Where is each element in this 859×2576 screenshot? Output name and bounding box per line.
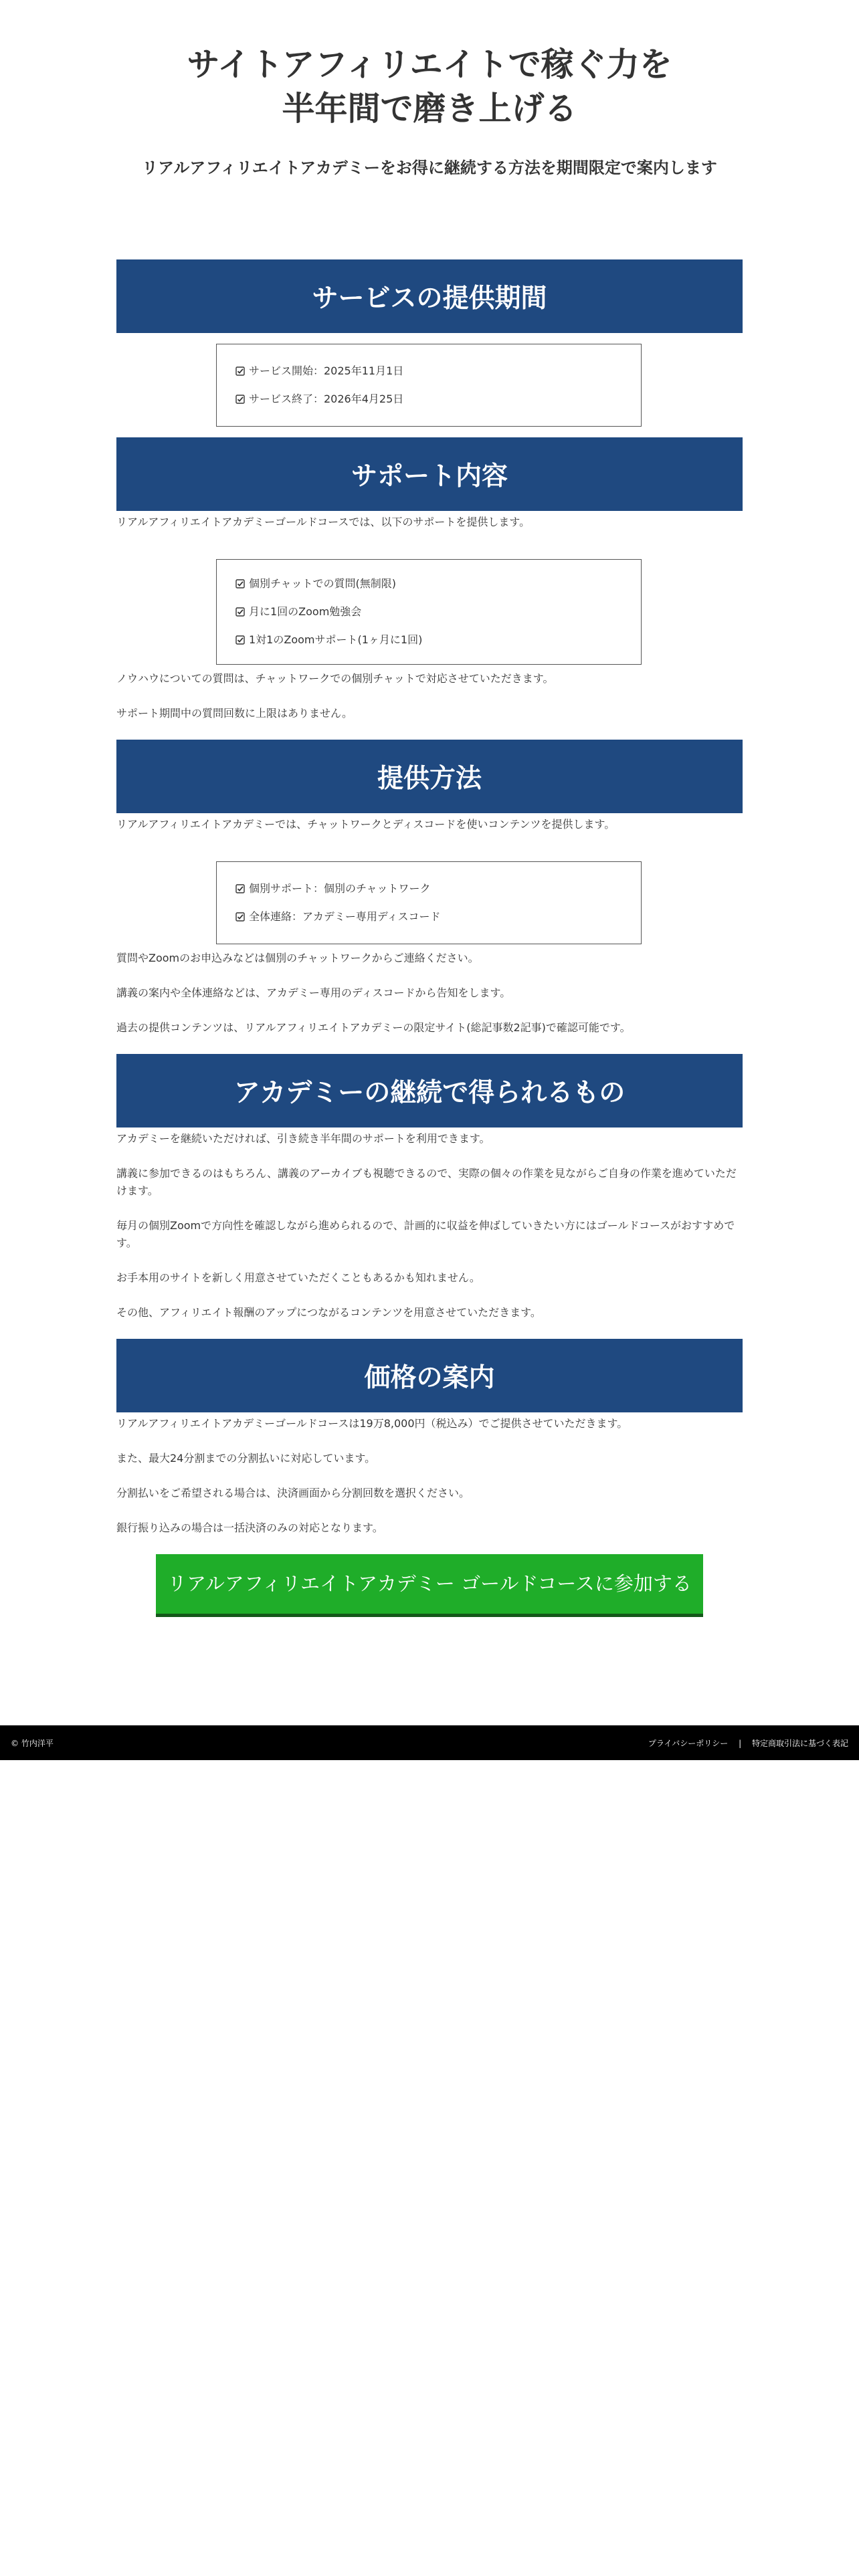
price-paragraph: また、最大24分割までの分割払いに対応しています。 [116, 1452, 376, 1465]
section-heading-price: 価格の案内 [116, 1339, 743, 1412]
list-item [235, 605, 622, 619]
method-list-box [216, 861, 642, 944]
benefits-paragraph: アカデミーを継続いただければ、引き続き半年間のサポートを利用できます。 [116, 1132, 490, 1145]
list-item-label: サービス終了：2026年4月25日 [249, 393, 404, 405]
support-intro: リアルアフィリエイトアカデミーゴールドコースでは、以下のサポートを提供します。 [116, 516, 531, 528]
section-period [116, 259, 743, 427]
benefits-paragraph: その他、アフィリエイト報酬のアップにつながるコンテンツを用意させていただきます。 [116, 1306, 541, 1319]
privacy-policy-link[interactable]: プライバシーポリシー [648, 1739, 729, 1748]
list-item-label: 個別サポート：個別のチャットワーク [249, 882, 431, 895]
page-subtitle: リアルアフィリエイトアカデミーをお得に継続する方法を期間限定で案内します [142, 158, 717, 177]
hero [0, 0, 859, 179]
method-paragraph: 質問やZoomのお申込みなどは個別のチャットワークからご連絡ください。 [116, 952, 479, 964]
section-heading-period: サービスの提供期間 [116, 259, 743, 333]
check-square-icon [235, 366, 245, 376]
legal-notice-link[interactable]: 特定商取引法に基づく表記 [751, 1739, 848, 1748]
list-item-label: 全体連絡：アカデミー専用ディスコード [249, 910, 441, 923]
method-paragraph: 過去の提供コンテンツは、リアルアフィリエイトアカデミーの限定サイト(総記事数2記事)で確認可能です。 [116, 1021, 631, 1034]
main-content [116, 259, 743, 1617]
page-title-line-1: サイトアフィリエイトで稼ぐ力を [187, 45, 672, 84]
list-item [235, 364, 622, 378]
list-item-label: サービス開始：2025年11月1日 [249, 364, 404, 377]
check-square-icon [235, 884, 245, 893]
benefits-paragraph: お手本用のサイトを新しく用意させていただくこともあるかも知れません。 [116, 1271, 480, 1284]
page-title-line-2: 半年間で磨き上げる [282, 90, 577, 128]
join-gold-course-button[interactable]: リアルアフィリエイトアカデミー ゴールドコースに参加する [156, 1554, 703, 1617]
list-item [235, 393, 622, 406]
check-square-icon [235, 607, 245, 617]
price-paragraph: 分割払いをご希望される場合は、決済画面から分割回数を選択ください。 [116, 1487, 470, 1499]
period-list-box [216, 344, 642, 427]
price-paragraph: リアルアフィリエイトアカデミーゴールドコースは19万8,000円（税込み）でご提供させていただきます。 [116, 1417, 628, 1430]
section-heading-support: サポート内容 [116, 437, 743, 511]
check-square-icon [235, 395, 245, 404]
method-intro: リアルアフィリエイトアカデミーでは、チャットワークとディスコードを使いコンテンツを提供します。 [116, 818, 615, 831]
section-price [116, 1339, 743, 1537]
benefits-paragraph: 毎月の個別Zoomで方向性を確認しながら進められるので、計画的に収益を伸ばしていきたい方にはゴールドコースがおすすめです。 [116, 1219, 735, 1249]
support-paragraph: サポート期間中の質問回数に上限はありません。 [116, 707, 353, 720]
price-paragraph: 銀行振り込みの場合は一括決済のみの対応となります。 [116, 1521, 383, 1534]
footer [0, 1725, 859, 1760]
footer-copyright: © 竹内洋平 [11, 1739, 54, 1748]
page-title [0, 43, 859, 131]
benefits-paragraph: 講義に参加できるのはもちろん、講義のアーカイブも視聴できるので、実際の個々の作業を見ながらご自身の作業を進めていただけます。 [116, 1167, 737, 1197]
section-benefits [116, 1054, 743, 1321]
list-item [235, 882, 622, 895]
section-support [116, 437, 743, 722]
section-heading-method: 提供方法 [116, 740, 743, 813]
list-item-label: 1対1のZoomサポート(1ヶ月に1回) [249, 633, 423, 646]
list-item [235, 910, 622, 924]
section-heading-benefits: アカデミーの継続で得られるもの [116, 1054, 743, 1128]
list-item [235, 633, 622, 647]
support-paragraph: ノウハウについての質問は、チャットワークでの個別チャットで対応させていただきます。 [116, 672, 554, 685]
check-square-icon [235, 912, 245, 922]
list-item-label: 月に1回のZoom勉強会 [249, 605, 362, 618]
check-square-icon [235, 579, 245, 588]
check-square-icon [235, 635, 245, 645]
list-item-label: 個別チャットでの質問(無制限) [249, 577, 397, 590]
list-item [235, 577, 622, 591]
footer-links [648, 1737, 848, 1749]
footer-separator: | [739, 1739, 742, 1748]
support-list-box [216, 559, 642, 665]
method-paragraph: 講義の案内や全体連絡などは、アカデミー専用のディスコードから告知をします。 [116, 986, 511, 999]
section-method [116, 740, 743, 1037]
